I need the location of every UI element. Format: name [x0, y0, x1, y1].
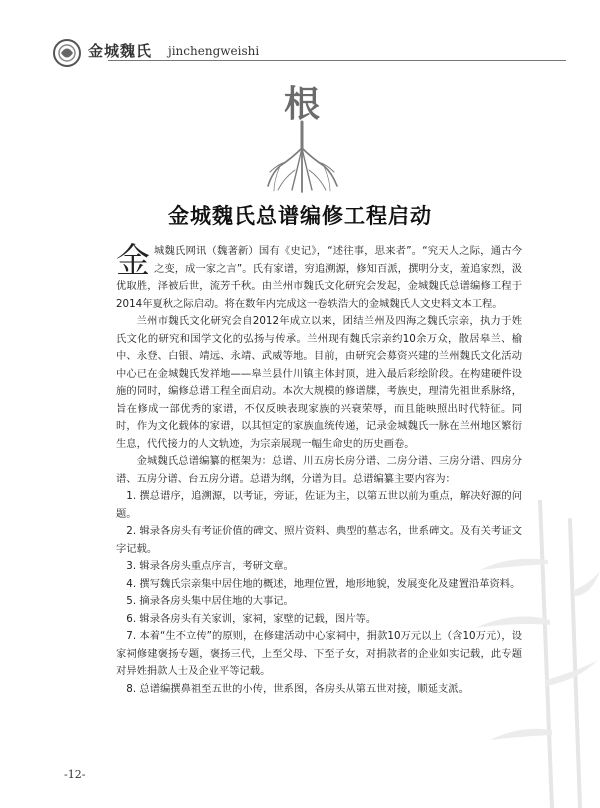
list-item: 8. 总谱编撰鼻祖至五世的小传，世系图，各房头从第五世对接，顺延支派。: [126, 682, 469, 695]
header-brand: 金城魏氏: [88, 42, 153, 60]
header-rule: [108, 60, 566, 61]
list-item: 4. 撰写魏氏宗亲集中居住地的概述，地理位置，地形地貌，发展变化及建置沿革资料。: [126, 577, 521, 590]
paragraph: 金城魏氏总谱编纂的框架为：总谱、川五房长房分谱、二房分谱、三房分谱、四房分谱、五房分谱、台五房分谱。总谱为纲，分谱为目。总谱编纂主要内容为：: [116, 455, 522, 485]
list-item: 5. 摘录各房头集中居住地的大事记。: [126, 595, 294, 607]
bamboo-decoration-icon: [420, 500, 600, 808]
root-lines-icon: [268, 122, 337, 192]
root-character: 根: [283, 83, 321, 125]
drop-cap: 金: [116, 241, 150, 281]
list-item: 1. 撰总谱序，追溯源，以考证，旁证，佐证为主，以第五世以前为重点，解决好源的问题。: [116, 490, 522, 520]
list-item: 3. 辑录各房头重点序言，考研文章。: [126, 560, 294, 572]
paragraph: 金城魏氏网讯（魏著新）国有《史记》，“述往事，思来者”。“究天人之际，通古今之变，成一家之言”。氏有家谱，穷追溯源，修知百派，撰明分支，羞追家烈，汲优取胜，泽被后世，流芳千秋。由兰州市魏氏文化研究会发起，金城魏氏总谱编修工程于2014年夏秋之际启动。将在数年内完成这一卷轶浩大的金城魏氏人文史料文本工程。: [116, 241, 522, 310]
list-item: 2. 辑录各房头有考证价值的碑文、照片资料、典型的墓志名，世系碑文。及有关考证文字记载。: [116, 525, 522, 555]
page-number: -12-: [64, 768, 86, 781]
paragraph: 兰州市魏氏文化研究会自2012年成立以来，团结兰州及四海之魏氏宗亲，执力于姓氏文化的研究和国学文化的弘扬与传承。兰州现有魏氏宗亲约10余万众，散居皋兰、榆中、永登、白银、靖远、永靖、武威等地。目前，由研究会募资兴建的兰州魏氏文化活动中心已在金城魏氏发祥地——皋兰县什川镇主体封顶，进入最后彩绘阶段。在构建硬件设施的同时，编修总谱工程全面启动。本次大规模的修谱牒，考族史，理清先祖世系脉络，旨在修成一部优秀的家谱，不仅反映表现家族的兴衰荣辱，而且能映照出时代特征。同时，作为文化载体的家谱，以其恒定的家族血统传递，记录金城魏氏一脉在兰州地区繁衍生息，代代接力的人文轨迹，为宗亲展现一幅生命史的历史画卷。: [116, 315, 522, 450]
article-title: 金城魏氏总谱编修工程启动: [168, 203, 432, 228]
list-item: 7. 本着“生不立传”的原则，在修建活动中心家祠中，捐款10万元以上（含10万元），设家祠修建褒扬专题，褒扬三代，上至父母、下至子女，对捐款者的企业如实记载，此专题对异姓捐款人士及企业平等记载。: [116, 630, 522, 677]
root-tree-graphic: [262, 78, 342, 193]
header-brand-roman: jinchengweishi: [168, 44, 260, 58]
emblem-icon: [52, 38, 82, 68]
list-item: 6. 辑录各房头有关家训，家祠，家壁的记载，图片等。: [126, 612, 377, 625]
page-header: [52, 38, 566, 68]
